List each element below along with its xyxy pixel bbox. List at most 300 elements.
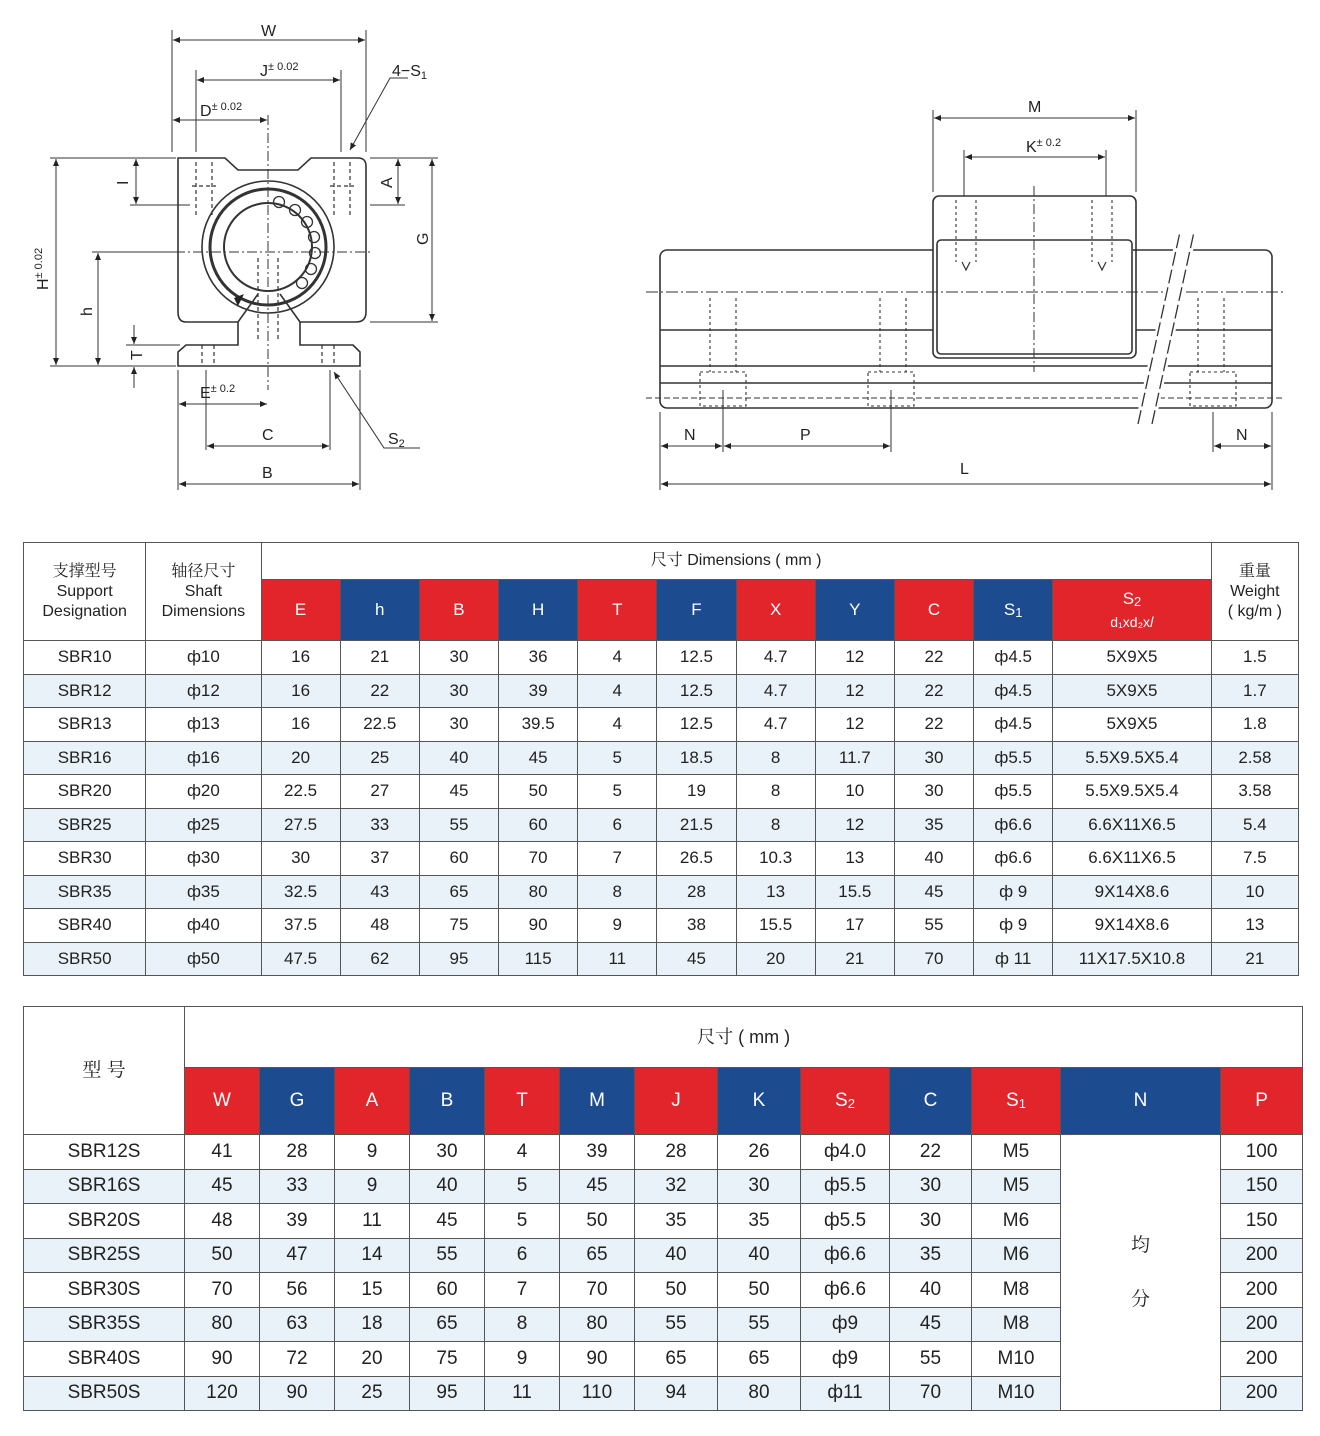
table-cell: 43 — [340, 875, 419, 909]
table-cell: 8 — [736, 741, 815, 775]
table-cell: M5 — [972, 1169, 1061, 1204]
column-header-m: M — [560, 1068, 635, 1135]
dim-G: G — [415, 232, 432, 245]
table-cell: 4.7 — [736, 674, 815, 708]
table-cell: 18.5 — [657, 741, 736, 775]
dim-S1: 4−S1 — [392, 63, 428, 82]
table-cell: ф4.5 — [974, 708, 1053, 742]
table-row — [24, 1135, 1303, 1170]
table-cell: 50 — [560, 1204, 635, 1239]
table-cell: 63 — [260, 1307, 335, 1342]
table-cell: 12 — [815, 708, 894, 742]
table-cell: ф16 — [146, 741, 261, 775]
table-cell: 45 — [410, 1204, 485, 1239]
column-header-t: T — [485, 1068, 560, 1135]
table-cell: 28 — [657, 875, 736, 909]
table-row — [24, 741, 1299, 775]
table-cell: SBR25S — [24, 1238, 185, 1273]
table-cell: 6 — [485, 1238, 560, 1273]
table-cell: 13 — [1211, 909, 1298, 943]
table-cell: 4.7 — [736, 708, 815, 742]
table-cell: 22.5 — [340, 708, 419, 742]
n-evenly-divided-cell: 均 分 — [1061, 1135, 1221, 1411]
table-cell: 7.5 — [1211, 842, 1298, 876]
table-cell: 15.5 — [815, 875, 894, 909]
table-cell: 45 — [560, 1169, 635, 1204]
table-cell: 200 — [1221, 1376, 1303, 1411]
table-cell: 70 — [890, 1376, 972, 1411]
table-cell: 15 — [335, 1273, 410, 1308]
column-header-s1: S1 — [974, 580, 1053, 641]
table-cell: M6 — [972, 1204, 1061, 1239]
table-cell: 50 — [718, 1273, 801, 1308]
table-cell: 65 — [635, 1342, 718, 1377]
table-cell: 30 — [261, 842, 340, 876]
technical-drawing — [0, 0, 1320, 520]
table-cell: SBR10 — [24, 641, 146, 675]
table-cell: 19 — [657, 775, 736, 809]
header-dimensions-title: 尺寸 ( mm ) — [185, 1007, 1303, 1068]
table-cell: 72 — [260, 1342, 335, 1377]
table-cell: 50 — [635, 1273, 718, 1308]
table-cell: 5 — [485, 1204, 560, 1239]
table-cell: M10 — [972, 1342, 1061, 1377]
table-cell: 60 — [499, 808, 578, 842]
table-row — [24, 842, 1299, 876]
column-header-h: h — [340, 580, 419, 641]
table-cell: 75 — [410, 1342, 485, 1377]
column-header-j: J — [635, 1068, 718, 1135]
table-cell: 26.5 — [657, 842, 736, 876]
table-cell: 17 — [815, 909, 894, 943]
table-row — [24, 875, 1299, 909]
table-cell: ф5.5 — [974, 775, 1053, 809]
dim-S2: S2 — [388, 431, 405, 450]
dim-E: $E^{\pm 0.2}$ — [200, 383, 236, 402]
header-model: 型 号 — [24, 1007, 185, 1135]
dim-A: A — [379, 177, 396, 188]
column-header-t: T — [578, 580, 657, 641]
table-cell: 30 — [410, 1135, 485, 1170]
table-cell: ф 9 — [974, 875, 1053, 909]
sbr-s-dimensions-table — [23, 1006, 1303, 1411]
table-row — [24, 775, 1299, 809]
table-row — [24, 909, 1299, 943]
table-cell: 40 — [410, 1169, 485, 1204]
table-cell: M8 — [972, 1307, 1061, 1342]
column-header-h: H — [499, 580, 578, 641]
table-cell: 16 — [261, 708, 340, 742]
table-cell: 55 — [635, 1307, 718, 1342]
column-header-n: N — [1061, 1068, 1221, 1135]
table-cell: 25 — [335, 1376, 410, 1411]
table-cell: 45 — [419, 775, 498, 809]
table-row — [24, 708, 1299, 742]
table-cell: 22.5 — [261, 775, 340, 809]
table-cell: 12 — [815, 674, 894, 708]
table-cell: ф6.6 — [974, 842, 1053, 876]
front-view — [175, 115, 372, 390]
table-cell: 22 — [340, 674, 419, 708]
column-header-w: W — [185, 1068, 260, 1135]
table-cell: SBR30S — [24, 1273, 185, 1308]
table-cell: 5.5X9.5X5.4 — [1053, 741, 1212, 775]
table-cell: 10 — [1211, 875, 1298, 909]
table-cell: 48 — [185, 1204, 260, 1239]
table-cell: 21 — [815, 942, 894, 976]
table-cell: 38 — [657, 909, 736, 943]
table-cell: 4.7 — [736, 641, 815, 675]
table-cell: ф6.6 — [801, 1273, 890, 1308]
table-cell: ф10 — [146, 641, 261, 675]
table-cell: SBR13 — [24, 708, 146, 742]
table-cell: 18 — [335, 1307, 410, 1342]
table-cell: 10.3 — [736, 842, 815, 876]
table-cell: 70 — [499, 842, 578, 876]
table-cell: ф4.5 — [974, 641, 1053, 675]
table-cell: 50 — [499, 775, 578, 809]
table-cell: 32.5 — [261, 875, 340, 909]
dim-P: P — [800, 427, 811, 444]
table-cell: 25 — [340, 741, 419, 775]
table-cell: 12.5 — [657, 674, 736, 708]
table-cell: 47 — [260, 1238, 335, 1273]
table-cell: SBR40S — [24, 1342, 185, 1377]
table-cell: 4 — [578, 641, 657, 675]
table-cell: 35 — [718, 1204, 801, 1239]
table-cell: SBR12S — [24, 1135, 185, 1170]
dim-D: $D^{\pm 0.02}$ — [200, 101, 243, 120]
table-cell: 50 — [185, 1238, 260, 1273]
table-cell: 200 — [1221, 1307, 1303, 1342]
table-cell: 37 — [340, 842, 419, 876]
table-cell: 40 — [890, 1273, 972, 1308]
table-cell: 70 — [560, 1273, 635, 1308]
table-cell: 48 — [340, 909, 419, 943]
table-cell: 30 — [894, 775, 973, 809]
table-cell: 14 — [335, 1238, 410, 1273]
table-cell: 20 — [736, 942, 815, 976]
table-cell: 35 — [635, 1204, 718, 1239]
table-cell: 22 — [894, 708, 973, 742]
column-header-s2: S2 — [801, 1068, 890, 1135]
table-cell: SBR20S — [24, 1204, 185, 1239]
table-cell: 28 — [635, 1135, 718, 1170]
table-cell: 9X14X8.6 — [1053, 909, 1212, 943]
table-cell: ф40 — [146, 909, 261, 943]
table-cell: 45 — [890, 1307, 972, 1342]
table-cell: 37.5 — [261, 909, 340, 943]
table-cell: 30 — [419, 708, 498, 742]
table-cell: 36 — [499, 641, 578, 675]
table-cell: 27.5 — [261, 808, 340, 842]
table-cell: 21 — [1211, 942, 1298, 976]
header-designation: 支撑型号 Support Designation — [24, 543, 146, 641]
table-cell: SBR40 — [24, 909, 146, 943]
column-header-k: K — [718, 1068, 801, 1135]
table-cell: 11 — [335, 1204, 410, 1239]
table-cell: 100 — [1221, 1135, 1303, 1170]
table-cell: 8 — [736, 808, 815, 842]
column-header-b: B — [419, 580, 498, 641]
table-cell: 5X9X5 — [1053, 708, 1212, 742]
table-cell: 6 — [578, 808, 657, 842]
table-cell: SBR35S — [24, 1307, 185, 1342]
column-header-c: C — [894, 580, 973, 641]
table-cell: SBR50S — [24, 1376, 185, 1411]
table-cell: 20 — [261, 741, 340, 775]
dim-C: C — [262, 427, 274, 444]
table-cell: ф5.5 — [974, 741, 1053, 775]
table-row — [24, 641, 1299, 675]
table-cell: 21 — [340, 641, 419, 675]
dim-J: $J^{\pm 0.02}$ — [260, 61, 299, 80]
table-cell: 11X17.5X10.8 — [1053, 942, 1212, 976]
table-cell: ф9 — [801, 1307, 890, 1342]
table-cell: 1.8 — [1211, 708, 1298, 742]
table-cell: 56 — [260, 1273, 335, 1308]
table-cell: 65 — [419, 875, 498, 909]
table-cell: SBR35 — [24, 875, 146, 909]
table-cell: ф5.5 — [801, 1169, 890, 1204]
table-cell: SBR30 — [24, 842, 146, 876]
column-header-c: C — [890, 1068, 972, 1135]
table-cell: 70 — [894, 942, 973, 976]
table-cell: 60 — [410, 1273, 485, 1308]
table-cell: ф6.6 — [801, 1238, 890, 1273]
table-cell: 45 — [657, 942, 736, 976]
table-cell: 39 — [560, 1135, 635, 1170]
table-cell: 5X9X5 — [1053, 641, 1212, 675]
table-cell: ф4.5 — [974, 674, 1053, 708]
table-cell: 55 — [890, 1342, 972, 1377]
table-cell: 32 — [635, 1169, 718, 1204]
dim-T: T — [129, 350, 146, 360]
table-cell: 95 — [419, 942, 498, 976]
table-cell: 16 — [261, 641, 340, 675]
table-cell: 80 — [185, 1307, 260, 1342]
table-cell: ф50 — [146, 942, 261, 976]
table-cell: M8 — [972, 1273, 1061, 1308]
table-cell: 12.5 — [657, 708, 736, 742]
table-row — [24, 674, 1299, 708]
table-cell: 35 — [894, 808, 973, 842]
table-cell: ф4.0 — [801, 1135, 890, 1170]
dim-N-left: N — [684, 427, 696, 444]
table-cell: 39 — [499, 674, 578, 708]
table-cell: 7 — [578, 842, 657, 876]
table-cell: 47.5 — [261, 942, 340, 976]
table-cell: 10 — [815, 775, 894, 809]
table-cell: 20 — [335, 1342, 410, 1377]
table-cell: 8 — [736, 775, 815, 809]
table-cell: ф11 — [801, 1376, 890, 1411]
table-cell: 12 — [815, 808, 894, 842]
table-cell: 55 — [718, 1307, 801, 1342]
table-cell: 90 — [185, 1342, 260, 1377]
table-cell: ф 9 — [974, 909, 1053, 943]
table-cell: 26 — [718, 1135, 801, 1170]
table-cell: 90 — [499, 909, 578, 943]
column-header-a: A — [335, 1068, 410, 1135]
table-cell: SBR50 — [24, 942, 146, 976]
column-header-b: B — [410, 1068, 485, 1135]
table-cell: 30 — [890, 1204, 972, 1239]
table-cell: 7 — [485, 1273, 560, 1308]
table-cell: 9 — [578, 909, 657, 943]
table-cell: 9 — [485, 1342, 560, 1377]
table-cell: 33 — [340, 808, 419, 842]
table-cell: 21.5 — [657, 808, 736, 842]
dim-H: $H^{\pm 0.02}$ — [33, 247, 52, 290]
column-header-g: G — [260, 1068, 335, 1135]
column-header-x: X — [736, 580, 815, 641]
side-view — [646, 186, 1285, 424]
table-cell: ф5.5 — [801, 1204, 890, 1239]
table-cell: 115 — [499, 942, 578, 976]
table-cell: 6.6X11X6.5 — [1053, 842, 1212, 876]
table-cell: 8 — [578, 875, 657, 909]
dim-N-right: N — [1236, 427, 1248, 444]
table-cell: 60 — [419, 842, 498, 876]
table-cell: 120 — [185, 1376, 260, 1411]
table-cell: 30 — [419, 641, 498, 675]
table-cell: M6 — [972, 1238, 1061, 1273]
table-cell: 80 — [499, 875, 578, 909]
table-cell: 80 — [718, 1376, 801, 1411]
table-cell: 2.58 — [1211, 741, 1298, 775]
header-shaft: 轴径尺寸 Shaft Dimensions — [146, 543, 261, 641]
table-cell: ф 11 — [974, 942, 1053, 976]
table-cell: ф9 — [801, 1342, 890, 1377]
table-cell: 11 — [485, 1376, 560, 1411]
table-cell: 5 — [578, 775, 657, 809]
table-cell: 150 — [1221, 1204, 1303, 1239]
table-cell: ф12 — [146, 674, 261, 708]
table-cell: 5.4 — [1211, 808, 1298, 842]
table-cell: 40 — [718, 1238, 801, 1273]
table-cell: 62 — [340, 942, 419, 976]
sbr-support-dimensions-table — [23, 542, 1299, 976]
column-header-f: F — [657, 580, 736, 641]
table-cell: 150 — [1221, 1169, 1303, 1204]
table-cell: 5 — [485, 1169, 560, 1204]
dim-W: W — [261, 23, 277, 40]
table-cell: 9X14X8.6 — [1053, 875, 1212, 909]
table-cell: 40 — [635, 1238, 718, 1273]
table-cell: 1.7 — [1211, 674, 1298, 708]
table-cell: 12.5 — [657, 641, 736, 675]
table-cell: 8 — [485, 1307, 560, 1342]
table-cell: 65 — [718, 1342, 801, 1377]
table-cell: SBR16S — [24, 1169, 185, 1204]
table-cell: 5 — [578, 741, 657, 775]
table-cell: 30 — [894, 741, 973, 775]
table-cell: 39 — [260, 1204, 335, 1239]
table-cell: 35 — [890, 1238, 972, 1273]
table-cell: 4 — [578, 674, 657, 708]
table-cell: ф6.6 — [974, 808, 1053, 842]
table-cell: 65 — [560, 1238, 635, 1273]
dim-I: I — [115, 180, 132, 185]
table-cell: 5X9X5 — [1053, 674, 1212, 708]
table-cell: 3.58 — [1211, 775, 1298, 809]
table-cell: 9 — [335, 1169, 410, 1204]
dim-L: L — [960, 461, 969, 478]
header-dimensions-title: 尺寸 Dimensions ( mm ) — [261, 543, 1211, 580]
table-cell: 13 — [815, 842, 894, 876]
table-cell: SBR25 — [24, 808, 146, 842]
column-header-p: P — [1221, 1068, 1303, 1135]
table-cell: 55 — [410, 1238, 485, 1273]
dim-K: $K^{\pm 0.2}$ — [1026, 137, 1062, 156]
dim-h: h — [79, 307, 96, 316]
table-cell: 22 — [890, 1135, 972, 1170]
table-cell: ф35 — [146, 875, 261, 909]
table-row — [24, 942, 1299, 976]
table-cell: 95 — [410, 1376, 485, 1411]
table-cell: 200 — [1221, 1273, 1303, 1308]
column-header-s1: S1 — [972, 1068, 1061, 1135]
table-cell: ф25 — [146, 808, 261, 842]
table-cell: 39.5 — [499, 708, 578, 742]
table-cell: 41 — [185, 1135, 260, 1170]
table-cell: 22 — [894, 674, 973, 708]
table-cell: 55 — [894, 909, 973, 943]
table-cell: 30 — [718, 1169, 801, 1204]
column-header-s2: S2 d₁xd₂x𝑙 — [1053, 580, 1212, 641]
table-row — [24, 808, 1299, 842]
table-cell: 55 — [419, 808, 498, 842]
table-cell: 5.5X9.5X5.4 — [1053, 775, 1212, 809]
table-cell: 200 — [1221, 1342, 1303, 1377]
table-cell: 200 — [1221, 1238, 1303, 1273]
table-cell: 27 — [340, 775, 419, 809]
column-header-y: Y — [815, 580, 894, 641]
table-cell: SBR16 — [24, 741, 146, 775]
table-cell: SBR12 — [24, 674, 146, 708]
table-cell: 90 — [560, 1342, 635, 1377]
table-cell: 16 — [261, 674, 340, 708]
table-cell: 22 — [894, 641, 973, 675]
table-cell: 65 — [410, 1307, 485, 1342]
table-cell: 45 — [185, 1169, 260, 1204]
table-cell: 12 — [815, 641, 894, 675]
table-cell: 70 — [185, 1273, 260, 1308]
table-cell: 4 — [485, 1135, 560, 1170]
table-cell: 6.6X11X6.5 — [1053, 808, 1212, 842]
table-cell: ф13 — [146, 708, 261, 742]
table-cell: SBR20 — [24, 775, 146, 809]
table-cell: 110 — [560, 1376, 635, 1411]
table-cell: 4 — [578, 708, 657, 742]
table-cell: ф20 — [146, 775, 261, 809]
table-cell: 1.5 — [1211, 641, 1298, 675]
table-cell: 11.7 — [815, 741, 894, 775]
table-cell: M5 — [972, 1135, 1061, 1170]
table-cell: 30 — [890, 1169, 972, 1204]
table-cell: 80 — [560, 1307, 635, 1342]
table-cell: ф30 — [146, 842, 261, 876]
dim-B: B — [262, 465, 273, 482]
table-cell: 13 — [736, 875, 815, 909]
table-cell: 28 — [260, 1135, 335, 1170]
table-cell: 9 — [335, 1135, 410, 1170]
table-cell: 45 — [894, 875, 973, 909]
table-cell: 40 — [419, 741, 498, 775]
header-weight: 重量 Weight ( kg/m ) — [1211, 543, 1298, 641]
table-cell: 33 — [260, 1169, 335, 1204]
